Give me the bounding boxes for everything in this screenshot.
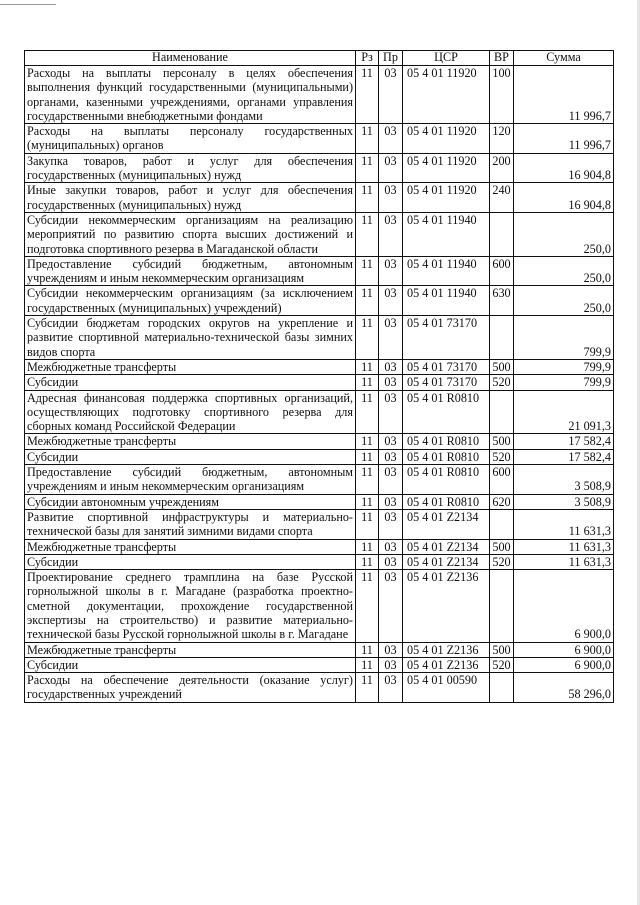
row-rz: 11 bbox=[356, 286, 379, 316]
row-csr: 05 4 01 R0810 bbox=[403, 465, 490, 495]
row-vr: 520 bbox=[490, 554, 514, 569]
row-rz: 11 bbox=[356, 554, 379, 569]
row-pr: 03 bbox=[379, 657, 403, 672]
row-sum: 799,9 bbox=[514, 316, 614, 360]
row-sum: 6 900,0 bbox=[514, 657, 614, 672]
header-name: Наименование bbox=[25, 51, 356, 66]
row-vr: 520 bbox=[490, 449, 514, 464]
table-row bbox=[25, 494, 614, 509]
row-pr: 03 bbox=[379, 359, 403, 374]
row-name: Субсидии некоммерческим организациям (за исключением государственных (муниципальных) учреждений) bbox=[25, 286, 356, 316]
row-vr: 520 bbox=[490, 375, 514, 390]
table-row bbox=[25, 316, 614, 360]
row-pr: 03 bbox=[379, 465, 403, 495]
row-sum: 21 091,3 bbox=[514, 390, 614, 434]
row-name: Предоставление субсидий бюджетным, автономным учреждениям и иным некоммерческим организациям bbox=[25, 465, 356, 495]
row-vr bbox=[490, 390, 514, 434]
budget-table bbox=[24, 50, 614, 703]
table-row bbox=[25, 359, 614, 374]
row-csr: 05 4 01 R0810 bbox=[403, 390, 490, 434]
row-vr: 620 bbox=[490, 494, 514, 509]
row-rz: 11 bbox=[356, 449, 379, 464]
row-pr: 03 bbox=[379, 183, 403, 213]
row-name: Расходы на обеспечение деятельности (оказание услуг) государственных учреждений bbox=[25, 673, 356, 703]
table-row bbox=[25, 256, 614, 286]
row-rz: 11 bbox=[356, 390, 379, 434]
row-sum: 250,0 bbox=[514, 286, 614, 316]
row-vr bbox=[490, 212, 514, 256]
row-csr: 05 4 01 11940 bbox=[403, 256, 490, 286]
row-name: Адресная финансовая поддержка спортивных организаций, осуществляющих подготовку спортивного резерва для сборных команд Российской Федерации bbox=[25, 390, 356, 434]
row-csr: 05 4 01 73170 bbox=[403, 359, 490, 374]
row-rz: 11 bbox=[356, 256, 379, 286]
row-csr: 05 4 01 Z2134 bbox=[403, 509, 490, 539]
row-csr: 05 4 01 73170 bbox=[403, 375, 490, 390]
row-vr: 500 bbox=[490, 539, 514, 554]
row-pr: 03 bbox=[379, 212, 403, 256]
row-rz: 11 bbox=[356, 673, 379, 703]
row-rz: 11 bbox=[356, 494, 379, 509]
table-row bbox=[25, 434, 614, 449]
table-row bbox=[25, 66, 614, 124]
row-sum: 11 996,7 bbox=[514, 124, 614, 154]
row-rz: 11 bbox=[356, 539, 379, 554]
row-csr: 05 4 01 11940 bbox=[403, 286, 490, 316]
row-name: Иные закупки товаров, работ и услуг для обеспечения государственных (муниципальных) нужд bbox=[25, 183, 356, 213]
table-row bbox=[25, 554, 614, 569]
row-csr: 05 4 01 Z2134 bbox=[403, 554, 490, 569]
row-csr: 05 4 01 Z2136 bbox=[403, 570, 490, 642]
row-name: Субсидии bbox=[25, 449, 356, 464]
row-csr: 05 4 01 11920 bbox=[403, 153, 490, 183]
row-rz: 11 bbox=[356, 359, 379, 374]
table-row bbox=[25, 375, 614, 390]
row-sum: 11 631,3 bbox=[514, 554, 614, 569]
header-csr: ЦСР bbox=[403, 51, 490, 66]
row-csr: 05 4 01 Z2134 bbox=[403, 539, 490, 554]
row-pr: 03 bbox=[379, 434, 403, 449]
row-pr: 03 bbox=[379, 642, 403, 657]
row-pr: 03 bbox=[379, 286, 403, 316]
row-pr: 03 bbox=[379, 449, 403, 464]
row-sum: 3 508,9 bbox=[514, 465, 614, 495]
row-name: Расходы на выплаты персоналу государственных (муниципальных) органов bbox=[25, 124, 356, 154]
row-csr: 05 4 01 11920 bbox=[403, 66, 490, 124]
row-pr: 03 bbox=[379, 509, 403, 539]
row-vr: 200 bbox=[490, 153, 514, 183]
table-row bbox=[25, 539, 614, 554]
row-pr: 03 bbox=[379, 494, 403, 509]
row-name: Субсидии bbox=[25, 657, 356, 672]
row-sum: 11 996,7 bbox=[514, 66, 614, 124]
row-name: Субсидии бюджетам городских округов на укрепление и развитие спортивной материально-технической базы зимних видов спорта bbox=[25, 316, 356, 360]
row-pr: 03 bbox=[379, 375, 403, 390]
row-rz: 11 bbox=[356, 375, 379, 390]
row-name: Субсидии bbox=[25, 375, 356, 390]
row-sum: 11 631,3 bbox=[514, 509, 614, 539]
row-rz: 11 bbox=[356, 509, 379, 539]
row-csr: 05 4 01 11920 bbox=[403, 183, 490, 213]
row-name: Закупка товаров, работ и услуг для обеспечения государственных (муниципальных) нужд bbox=[25, 153, 356, 183]
row-name: Межбюджетные трансферты bbox=[25, 539, 356, 554]
row-vr: 600 bbox=[490, 465, 514, 495]
row-vr: 500 bbox=[490, 642, 514, 657]
row-sum: 11 631,3 bbox=[514, 539, 614, 554]
row-pr: 03 bbox=[379, 570, 403, 642]
row-vr bbox=[490, 570, 514, 642]
row-name: Развитие спортивной инфраструктуры и материально-технической базы для занятий зимними видами спорта bbox=[25, 509, 356, 539]
row-rz: 11 bbox=[356, 434, 379, 449]
table-row bbox=[25, 465, 614, 495]
row-vr: 100 bbox=[490, 66, 514, 124]
row-rz: 11 bbox=[356, 183, 379, 213]
row-rz: 11 bbox=[356, 316, 379, 360]
row-vr: 630 bbox=[490, 286, 514, 316]
row-sum: 250,0 bbox=[514, 256, 614, 286]
header-rz: Рз bbox=[356, 51, 379, 66]
row-name: Субсидии bbox=[25, 554, 356, 569]
row-pr: 03 bbox=[379, 673, 403, 703]
row-vr: 120 bbox=[490, 124, 514, 154]
table-row bbox=[25, 390, 614, 434]
row-csr: 05 4 01 00590 bbox=[403, 673, 490, 703]
row-vr: 500 bbox=[490, 359, 514, 374]
row-rz: 11 bbox=[356, 657, 379, 672]
row-vr: 600 bbox=[490, 256, 514, 286]
row-rz: 11 bbox=[356, 642, 379, 657]
row-sum: 17 582,4 bbox=[514, 434, 614, 449]
row-vr bbox=[490, 509, 514, 539]
table-row bbox=[25, 153, 614, 183]
row-csr: 05 4 01 R0810 bbox=[403, 434, 490, 449]
table-row bbox=[25, 124, 614, 154]
row-vr bbox=[490, 316, 514, 360]
scan-edge-line bbox=[0, 4, 56, 5]
row-name: Межбюджетные трансферты bbox=[25, 434, 356, 449]
row-sum: 250,0 bbox=[514, 212, 614, 256]
table-row bbox=[25, 449, 614, 464]
table-row bbox=[25, 183, 614, 213]
row-sum: 58 296,0 bbox=[514, 673, 614, 703]
row-csr: 05 4 01 11920 bbox=[403, 124, 490, 154]
row-csr: 05 4 01 Z2136 bbox=[403, 657, 490, 672]
table-row bbox=[25, 642, 614, 657]
row-pr: 03 bbox=[379, 66, 403, 124]
row-vr: 520 bbox=[490, 657, 514, 672]
table-row bbox=[25, 570, 614, 642]
table-body bbox=[25, 66, 614, 703]
row-name: Расходы на выплаты персоналу в целях обеспечения выполнения функций государственными (муниципальными) органами, казенными учреждениями, органами управления государственными внебюджетными фондами bbox=[25, 66, 356, 124]
row-sum: 17 582,4 bbox=[514, 449, 614, 464]
row-sum: 799,9 bbox=[514, 375, 614, 390]
row-rz: 11 bbox=[356, 124, 379, 154]
table-row bbox=[25, 212, 614, 256]
row-csr: 05 4 01 73170 bbox=[403, 316, 490, 360]
row-sum: 16 904,8 bbox=[514, 183, 614, 213]
header-pr: Пр bbox=[379, 51, 403, 66]
row-rz: 11 bbox=[356, 570, 379, 642]
row-sum: 6 900,0 bbox=[514, 642, 614, 657]
table-row bbox=[25, 673, 614, 703]
row-name: Проектирование среднего трамплина на базе Русской горнолыжной школы в г. Магадане (разработка проектно-сметной документации, прохождение государственной экспертизы на строительство) и развитие материально-технической базы Русской горнолыжной школы в г. Магадане bbox=[25, 570, 356, 642]
row-vr bbox=[490, 673, 514, 703]
table-row bbox=[25, 509, 614, 539]
row-name: Межбюджетные трансферты bbox=[25, 642, 356, 657]
row-pr: 03 bbox=[379, 153, 403, 183]
row-rz: 11 bbox=[356, 465, 379, 495]
row-pr: 03 bbox=[379, 390, 403, 434]
row-pr: 03 bbox=[379, 316, 403, 360]
table-header-row bbox=[25, 51, 614, 66]
row-csr: 05 4 01 R0810 bbox=[403, 494, 490, 509]
row-sum: 16 904,8 bbox=[514, 153, 614, 183]
row-csr: 05 4 01 11940 bbox=[403, 212, 490, 256]
header-sum: Сумма bbox=[514, 51, 614, 66]
table-row bbox=[25, 286, 614, 316]
row-pr: 03 bbox=[379, 554, 403, 569]
table-row bbox=[25, 657, 614, 672]
header-vr: ВР bbox=[490, 51, 514, 66]
row-sum: 799,9 bbox=[514, 359, 614, 374]
row-name: Предоставление субсидий бюджетным, автономным учреждениям и иным некоммерческим организациям bbox=[25, 256, 356, 286]
row-name: Субсидии некоммерческим организациям на реализацию мероприятий по развитию спорта высших достижений и подготовка спортивного резерва в Магаданской области bbox=[25, 212, 356, 256]
row-csr: 05 4 01 Z2136 bbox=[403, 642, 490, 657]
row-vr: 240 bbox=[490, 183, 514, 213]
row-csr: 05 4 01 R0810 bbox=[403, 449, 490, 464]
row-sum: 6 900,0 bbox=[514, 570, 614, 642]
row-pr: 03 bbox=[379, 124, 403, 154]
row-rz: 11 bbox=[356, 66, 379, 124]
row-name: Субсидии автономным учреждениям bbox=[25, 494, 356, 509]
row-sum: 3 508,9 bbox=[514, 494, 614, 509]
row-rz: 11 bbox=[356, 153, 379, 183]
row-name: Межбюджетные трансферты bbox=[25, 359, 356, 374]
row-pr: 03 bbox=[379, 256, 403, 286]
row-pr: 03 bbox=[379, 539, 403, 554]
row-rz: 11 bbox=[356, 212, 379, 256]
row-vr: 500 bbox=[490, 434, 514, 449]
